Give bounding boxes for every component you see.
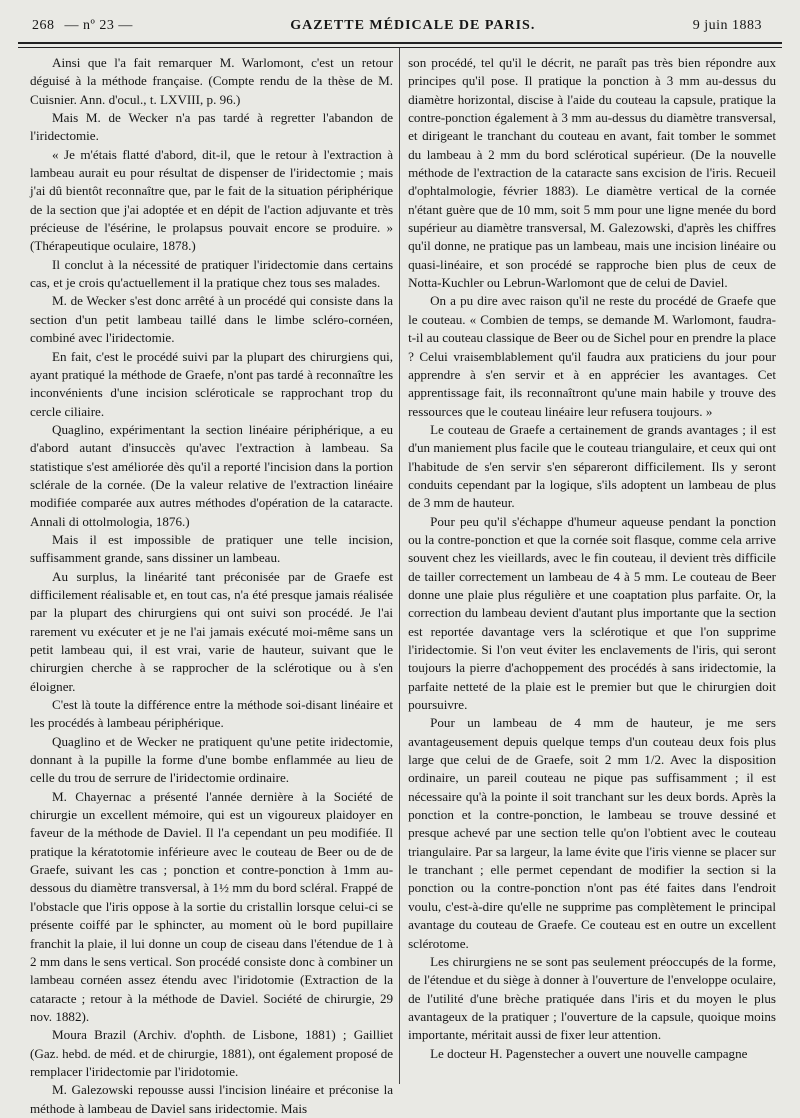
journal-title: GAZETTE MÉDICALE DE PARIS. — [290, 18, 536, 33]
page-number-group — [32, 18, 133, 34]
right-column — [400, 48, 782, 1084]
paragraph: Le couteau de Graefe a certainement de grands avantages ; il est d'un maniement plus facile que le couteau triangulaire, et ceux qui ont l'habitude de s'en servir s'en sépareront difficilement. Ils y seront conduits cependant par la logique, s'ils adoptent un lambeau de plus de 3 mm de hauteur. — [408, 421, 776, 511]
left-column — [18, 48, 400, 1116]
issue-date: 9 juin 1883 — [692, 18, 762, 33]
paragraph: Mais M. de Wecker n'a pas tardé à regretter l'abandon de l'iridectomie. — [30, 110, 394, 144]
paragraph: M. de Wecker s'est donc arrêté à un procédé qui consiste dans la section d'un petit lambeau taillé dans le limbe scléro-cornéen, combiné avec l'iridectomie. — [30, 293, 394, 346]
columns — [10, 48, 790, 1116]
paragraph: Au surplus, la linéarité tant préconisée par de Graefe est difficilement réalisable et, en tout cas, n'a été presque jamais réalisée par la plupart des chirurgiens qui ont suivi son procédé. Je l'ai rarement vu exécuter et je ne l'ai jamais exécuté moi-même sans un petit lambeau qui, il est vrai, varie de hauteur, suivant que le chirurgien cherche à se rapprocher de la sclérotique ou à s'en éloigner. — [30, 568, 394, 694]
issue-number: — nº 23 — — [64, 18, 133, 33]
paragraph: En fait, c'est le procédé suivi par la plupart des chirurgiens qui, ayant pratiqué la méthode de Graefe, n'ont pas tardé à reconnaître les inconvénients d'une incision scléroticale se rapprochant trop du cercle ciliaire. — [30, 348, 394, 419]
paragraph: son procédé, tel qu'il le décrit, ne paraît pas très bien répondre aux principes qu'il pose. Il pratique la ponction à 3 mm au-dessus du diamètre horizontal, discise à l'aide du couteau la capsule, pratique la contre-ponction également à 3 mm au-dessus du diamètre transversal, et dirigeant le tranchant du couteau en avant, fait tomber le sommet du lambeau à 2 mm du bord sclérotical supérieur. (De la nouvelle méthode de l'extraction de la cataracte sans excision de l'iris. Recueil d'ophtalmologie, février 1883). Le diamètre vertical de la cornée n'étant guère que de 10 mm, soit 5 mm pour une ligne menée du bord supérieur au diamètre transversal, M. Galezowski, d'après les chiffres qu'il donne, ne pratique pas un lambeau, mais une incision linéaire ou quasi-linéaire, et son procédé se rapproche bien plus de ceux de Notta-Kuchler ou Lebrun-Warlomont que de celui de Daviel. — [408, 55, 776, 291]
paragraph: Ainsi que l'a fait remarquer M. Warlomont, c'est un retour déguisé à la méthode française. (Compte rendu de la thèse de M. Cuisnier. Ann. d'ocul., t. LXVIII, p. 96.) — [30, 55, 394, 107]
paragraph: Il conclut à la nécessité de pratiquer l'iridectomie dans certains cas, et je crois qu'actuellement il la pratique chez tous ses malades. — [30, 256, 394, 291]
paragraph: C'est là toute la différence entre la méthode soi-disant linéaire et les procédés à lambeau périphérique. — [30, 697, 394, 731]
paragraph: Mais il est impossible de pratiquer une telle incision, suffisamment grande, sans dissiner un lambeau. — [30, 531, 394, 566]
paragraph: M. Chayernac a présenté l'année dernière à la Société de chirurgie un excellent mémoire, qui est un vigoureux plaidoyer en faveur de la méthode de Daviel. Il l'a cependant un peu modifiée. Il pratique la kératotomie inférieure avec le couteau de Beer ou de de Graefe, suivant les cas ; ponction et contre-ponction à 1mm au-dessous du diamètre transversal, à 1½ mm du bord scléral. Frappé de l'obstacle que l'iris oppose à la sortie du cristallin lorsque celui-ci se présente coiffé par le sphincter, au moment où le bord pupillaire franchit la plaie, il lui donne un coup de ciseau dans l'étendue de 1 à 2 mm dans le sens vertical. Son procédé consiste donc à combiner un lambeau cornéen assez étendu avec l'iridotomie (Extraction de la cataracte ; retour à la méthode de Daviel. Société de chirurgie, 29 nov. 1882). — [30, 788, 394, 1024]
paragraph: Moura Brazil (Archiv. d'ophth. de Lisbone, 1881) ; Gailliet (Gaz. hebd. de méd. et de chirurgie, 1881), ont également proposé de remplacer l'iridectomie par l'iridotomie. — [30, 1027, 394, 1079]
page-number: 268 — [32, 18, 55, 33]
paragraph: « Je m'étais flatté d'abord, dit-il, que le retour à l'extraction à lambeau aurait eu pour résultat de dispenser de l'iridectomie ; mais j'ai dû bientôt reconnaître que, par le fait de la situation périphérique de la section que j'ai adoptée et en dépit de l'action adjuvante et très précieuse de l'ésérine, le prolapsus pouvait encore se produire. » (Thérapeutique oculaire, 1878.) — [30, 146, 394, 254]
paragraph: Les chirurgiens ne se sont pas seulement préoccupés de la forme, de l'étendue et du siège à donner à l'ouverture de l'enveloppe oculaire, de l'utilité d'une brèche pratiquée dans l'iris et du moyen le plus avantageux de la pratiquer ; l'ouverture de la capsule, quoique moins importante, méritait aussi de fixer leur attention. — [408, 953, 776, 1043]
paragraph: Le docteur H. Pagenstecher a ouvert une nouvelle campagne — [430, 1045, 748, 1061]
paragraph: On a pu dire avec raison qu'il ne reste du procédé de Graefe que le couteau. « Combien de temps, se demande M. Warlomont, faudra-t-il au couteau classique de Beer ou de Sichel pour en prendre la place ? Celui vraisemblablement qu'il faudra aux praticiens du jour pour apprendre à s'en servir et à en apprécier les avantages. Cet apprentissage fait, ils reconnaîtront qu'une main habile y trouve des ressources que le couteau linéaire leur refusera toujours. » — [408, 293, 776, 419]
paragraph: Quaglino, expérimentant la section linéaire périphérique, a eu d'abord autant d'insuccès qu'avec l'extraction à lambeau. Sa statistique s'est améliorée dès qu'il a reporté l'incision dans la portion sclérale de la cornée. (De la valeur relative de l'extraction linéaire modifiée comparée aux autres méthodes d'opération de la cataracte. Annali di ottolmologia, 1876.) — [30, 421, 394, 529]
paragraph: Pour peu qu'il s'échappe d'humeur aqueuse pendant la ponction ou la contre-ponction et que la cornée soit flasque, comme cela arrive souvent chez les vieillards, avec le fin couteau, il devient très difficile de tailler correctement un lambeau de 4 à 5 mm. Le couteau de Beer donne une plaie plus régulière et une coaptation plus parfaite. Or, la correction du lambeau devient d'autant plus importante que la section est reportée davantage vers la sclérotique et que l'on supprime l'iridectomie. Si l'on veut éviter les enclavements de l'iris, qui seront toujours la pierre d'achoppement des procédés à sans iridectomie, la parfaite netteté de la plaie est le premier but que le chirurgien doit poursuivre. — [408, 513, 776, 713]
paragraph: M. Galezowski repousse aussi l'incision linéaire et préconise la méthode à lambeau de Daviel sans iridectomie. Mais — [30, 1082, 394, 1116]
page-header — [10, 18, 790, 40]
paragraph: Quaglino et de Wecker ne pratiquent qu'une petite iridectomie, donnant à la pupille la forme d'une bombe enflammée au lieu de celle du trou de serrure de l'iridectomie ordinaire. — [30, 733, 394, 786]
paragraph: Pour un lambeau de 4 mm de hauteur, je me sers avantageusement depuis quelque temps d'un couteau deux fois plus large que celui de de Graefe, soit 2 mm 1/2. Avec la disposition ordinaire, un pareil couteau ne pique pas suffisamment ; il est nécessaire qu'à la pointe il soit tranchant sur les deux bords. Après la ponction et la contre-ponction, le lambeau se trouve dessiné et presque achevé par une section telle qu'on l'obtient avec le couteau triangulaire. Par sa largeur, la lame évite que l'iris vienne se placer sur le tranchant ; elle permet cependant de modifier la section si la ponction ou la contre-ponction n'ont pas été faites dans l'endroit voulu, c'est-à-dire qu'elle ne supprime pas complètement le principal avantage du couteau de Graefe. Ce couteau est en outre un excellent sclérotome. — [408, 715, 776, 951]
